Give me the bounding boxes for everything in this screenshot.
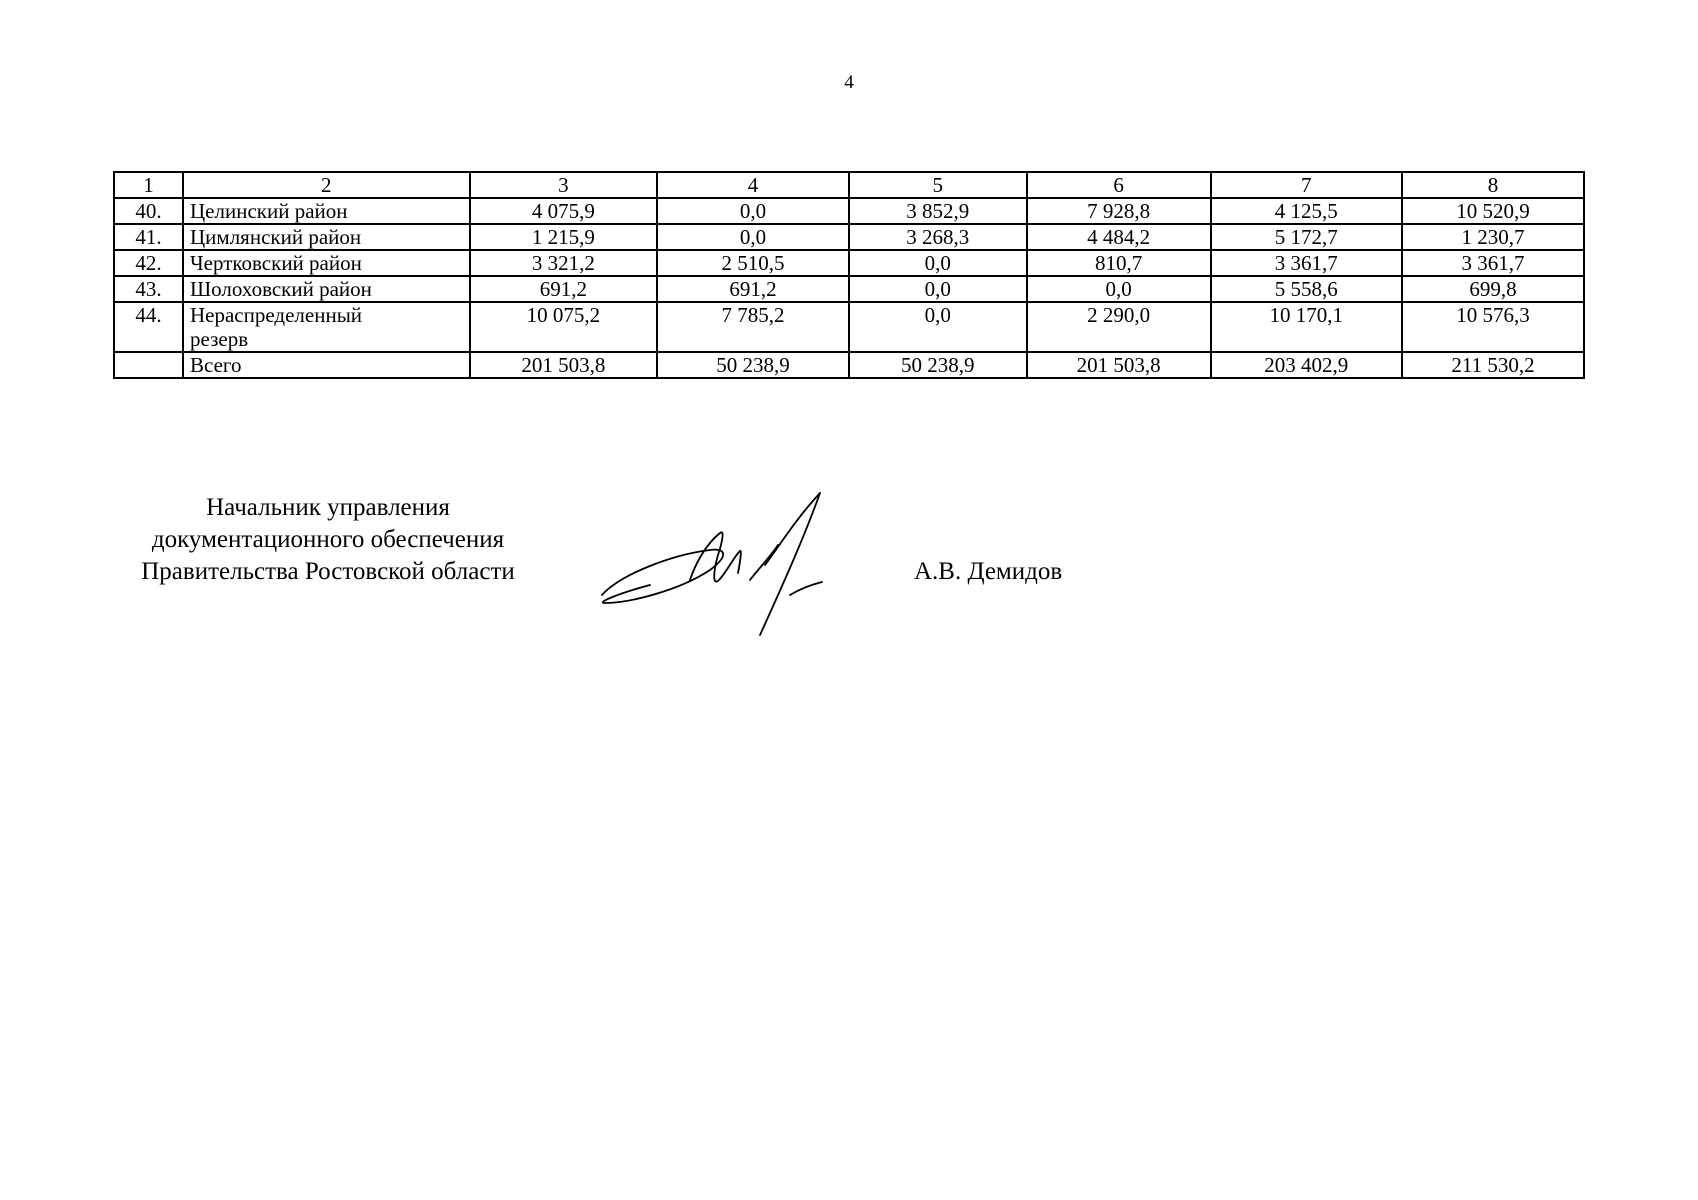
- value-cell: 2 290,0: [1027, 302, 1211, 352]
- district-name: Цимлянский район: [183, 224, 470, 250]
- signature-stroke: [760, 493, 820, 635]
- value-cell: 0,0: [1027, 276, 1211, 302]
- row-number: 40.: [114, 198, 183, 224]
- value-cell: 1 230,7: [1402, 224, 1584, 250]
- value-cell: 0,0: [849, 302, 1027, 352]
- header-cell: 1: [114, 172, 183, 198]
- signature-stroke: [790, 582, 822, 595]
- value-cell: 3 361,7: [1211, 250, 1403, 276]
- total-value-cell: 203 402,9: [1211, 352, 1403, 378]
- header-cell: 7: [1211, 172, 1403, 198]
- row-number: 43.: [114, 276, 183, 302]
- value-cell: 3 321,2: [470, 250, 658, 276]
- value-cell: 0,0: [849, 276, 1027, 302]
- district-name: Целинский район: [183, 198, 470, 224]
- value-cell: 10 520,9: [1402, 198, 1584, 224]
- value-cell: 5 172,7: [1211, 224, 1403, 250]
- value-cell: 3 361,7: [1402, 250, 1584, 276]
- value-cell: 691,2: [657, 276, 849, 302]
- value-cell: 10 576,3: [1402, 302, 1584, 352]
- district-name: Шолоховский район: [183, 276, 470, 302]
- signer-name: А.В. Демидов: [914, 558, 1063, 585]
- value-cell: 0,0: [849, 250, 1027, 276]
- position-line: Начальник управления: [206, 494, 450, 521]
- signer-position: [108, 492, 548, 588]
- total-value-cell: 201 503,8: [1027, 352, 1211, 378]
- value-cell: 0,0: [657, 198, 849, 224]
- value-cell: 1 215,9: [470, 224, 658, 250]
- value-cell: 3 852,9: [849, 198, 1027, 224]
- header-cell: 5: [849, 172, 1027, 198]
- value-cell: 4 075,9: [470, 198, 658, 224]
- handwritten-signature: [590, 485, 890, 645]
- value-cell: 4 484,2: [1027, 224, 1211, 250]
- header-cell: 3: [470, 172, 658, 198]
- position-line: Правительства Ростовской области: [141, 558, 515, 585]
- value-cell: 4 125,5: [1211, 198, 1403, 224]
- table-row: [114, 276, 1584, 302]
- header-cell: 4: [657, 172, 849, 198]
- table-row: [114, 302, 1584, 352]
- district-name: Чертковский район: [183, 250, 470, 276]
- header-cell: 6: [1027, 172, 1211, 198]
- total-value-cell: 201 503,8: [470, 352, 658, 378]
- value-cell: 691,2: [470, 276, 658, 302]
- row-number: 42.: [114, 250, 183, 276]
- table-row: [114, 250, 1584, 276]
- position-line: документационного обеспечения: [151, 526, 505, 553]
- data-table: [113, 171, 1585, 379]
- table-row: [114, 198, 1584, 224]
- district-name-line2: резерв: [190, 327, 249, 351]
- table-header-row: [114, 172, 1584, 198]
- total-value-cell: 50 238,9: [849, 352, 1027, 378]
- signature-stroke: [750, 545, 778, 580]
- signature-stroke: [690, 532, 741, 581]
- row-number: [114, 352, 183, 378]
- value-cell: 810,7: [1027, 250, 1211, 276]
- district-name-line1: Нераспределенный: [190, 303, 363, 327]
- signature-stroke: [602, 550, 723, 603]
- value-cell: 7 785,2: [657, 302, 849, 352]
- value-cell: 7 928,8: [1027, 198, 1211, 224]
- value-cell: 0,0: [657, 224, 849, 250]
- value-cell: 3 268,3: [849, 224, 1027, 250]
- value-cell: 2 510,5: [657, 250, 849, 276]
- header-cell: 8: [1402, 172, 1584, 198]
- signature-stroke: [765, 493, 820, 565]
- total-label: Всего: [183, 352, 470, 378]
- row-number: 44.: [114, 302, 183, 352]
- value-cell: 10 170,1: [1211, 302, 1403, 352]
- table-row: [114, 224, 1584, 250]
- value-cell: 699,8: [1402, 276, 1584, 302]
- value-cell: 10 075,2: [470, 302, 658, 352]
- total-value-cell: 211 530,2: [1402, 352, 1584, 378]
- page-number: 4: [844, 72, 854, 93]
- total-value-cell: 50 238,9: [657, 352, 849, 378]
- header-cell: 2: [183, 172, 470, 198]
- value-cell: 5 558,6: [1211, 276, 1403, 302]
- district-name: [183, 302, 470, 352]
- row-number: 41.: [114, 224, 183, 250]
- table-total-row: [114, 352, 1584, 378]
